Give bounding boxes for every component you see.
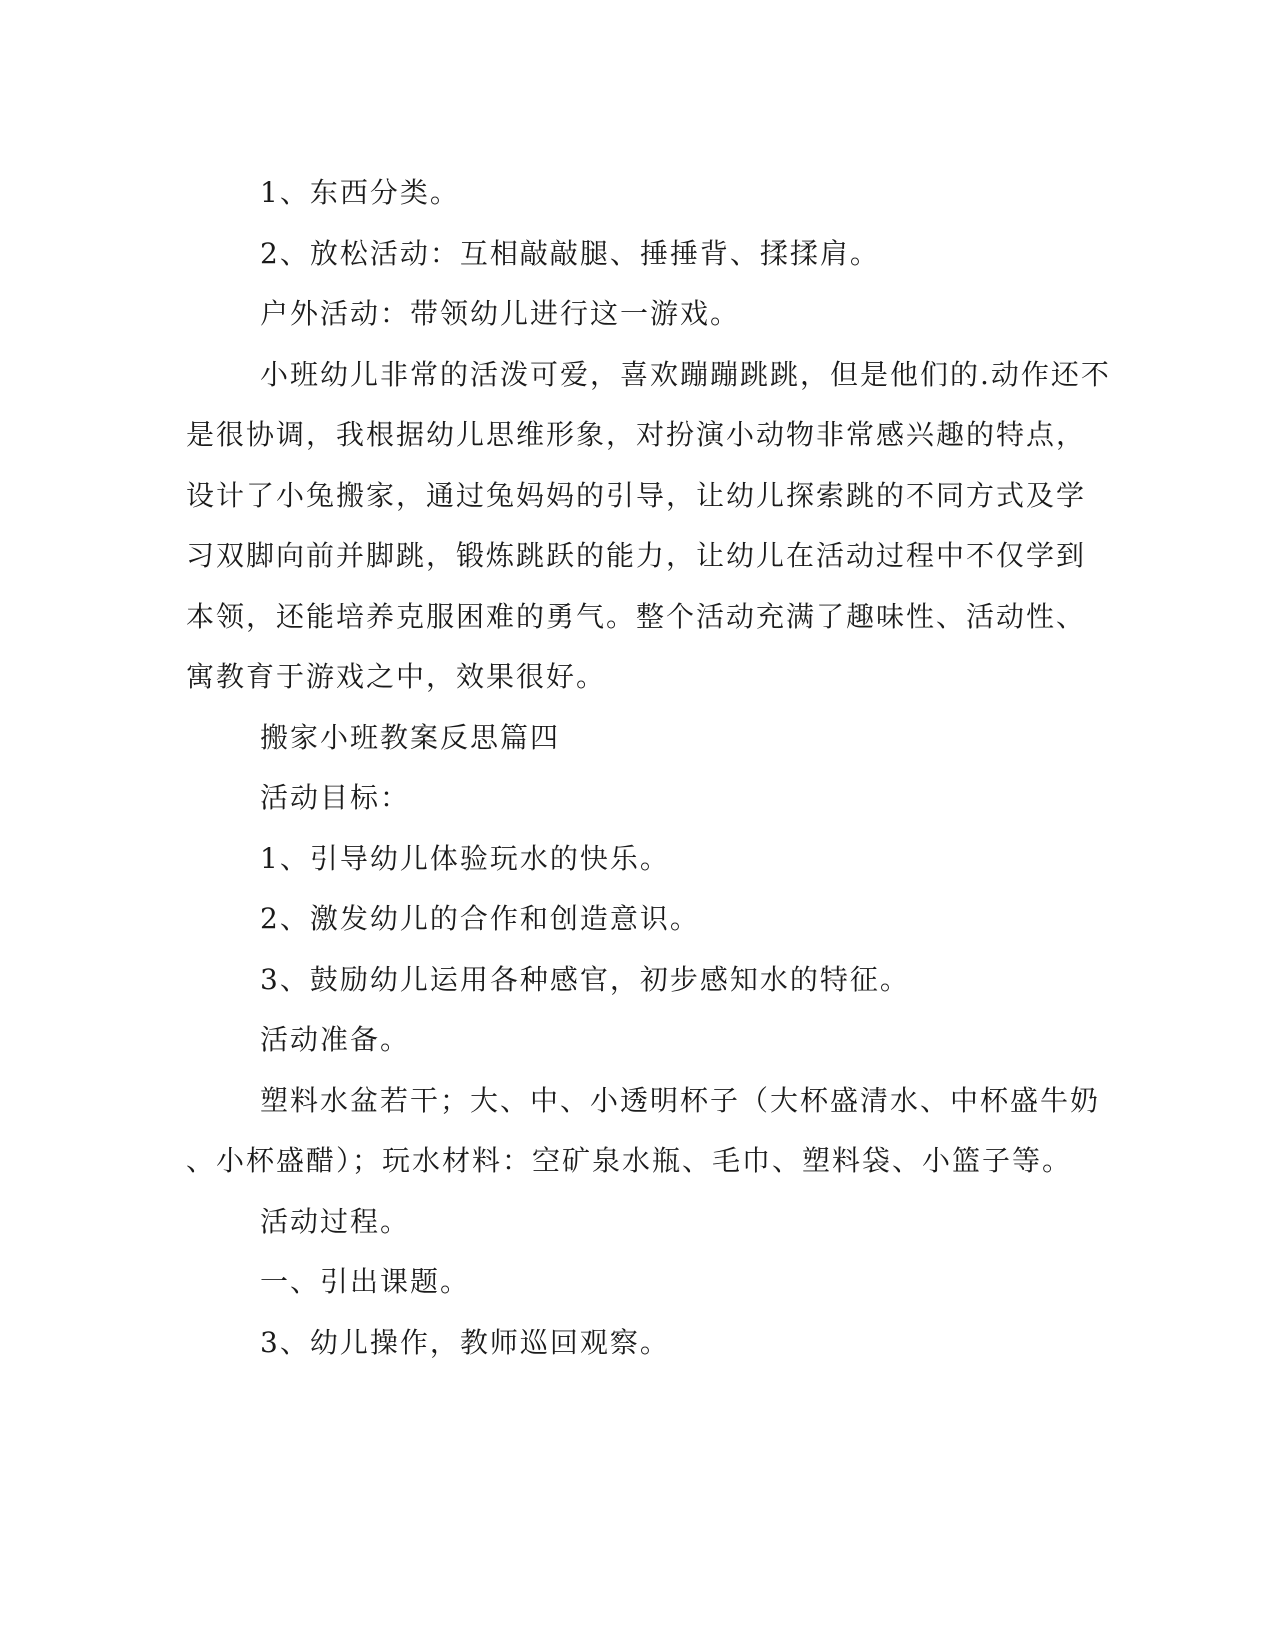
prep-paragraph bbox=[186, 1071, 1101, 1192]
goal-item: 1、引导幼儿体验玩水的快乐。 bbox=[260, 841, 670, 875]
text-line: 2、放松活动：互相敲敲腿、捶捶背、揉揉肩。 bbox=[260, 236, 880, 270]
section-title: 搬家小班教案反思篇四 bbox=[260, 720, 561, 754]
reflection-paragraph bbox=[186, 345, 1111, 708]
text-line: 1、东西分类。 bbox=[260, 176, 460, 209]
paragraph-line: 本领，还能培养克服困难的勇气。整个活动充满了趣味性、活动性、 bbox=[186, 599, 1087, 633]
paragraph-line: 、小杯盛醋）；玩水材料：空矿泉水瓶、毛巾、塑料袋、小篮子等。 bbox=[186, 1144, 1073, 1177]
prep-heading: 活动准备。 bbox=[260, 1023, 411, 1056]
process-heading: 活动过程。 bbox=[260, 1204, 411, 1238]
paragraph-line: 习双脚向前并脚跳，锻炼跳跃的能力，让幼儿在活动过程中不仅学到 bbox=[186, 539, 1087, 572]
text-line: 户外活动：带领幼儿进行这一游戏。 bbox=[260, 297, 741, 330]
paragraph-line: 塑料水盆若干；大、中、小透明杯子（大杯盛清水、中杯盛牛奶 bbox=[260, 1083, 1101, 1117]
goal-item: 2、激发幼儿的合作和创造意识。 bbox=[260, 902, 700, 935]
goals-heading: 活动目标： bbox=[260, 781, 411, 814]
paragraph-line: 寓教育于游戏之中，效果很好。 bbox=[186, 660, 607, 693]
paragraph-line: 小班幼儿非常的活泼可爱，喜欢蹦蹦跳跳，但是他们的.动作还不 bbox=[260, 357, 1111, 391]
process-item: 3、幼儿操作，教师巡回观察。 bbox=[260, 1325, 670, 1359]
paragraph-line: 是很协调，我根据幼儿思维形象，对扮演小动物非常感兴趣的特点， bbox=[186, 418, 1087, 451]
goal-item: 3、鼓励幼儿运用各种感官，初步感知水的特征。 bbox=[260, 962, 910, 996]
document-body bbox=[186, 163, 1111, 1373]
paragraph-line: 设计了小兔搬家，通过兔妈妈的引导，让幼儿探索跳的不同方式及学 bbox=[186, 478, 1087, 512]
process-item: 一、引出课题。 bbox=[260, 1265, 471, 1298]
